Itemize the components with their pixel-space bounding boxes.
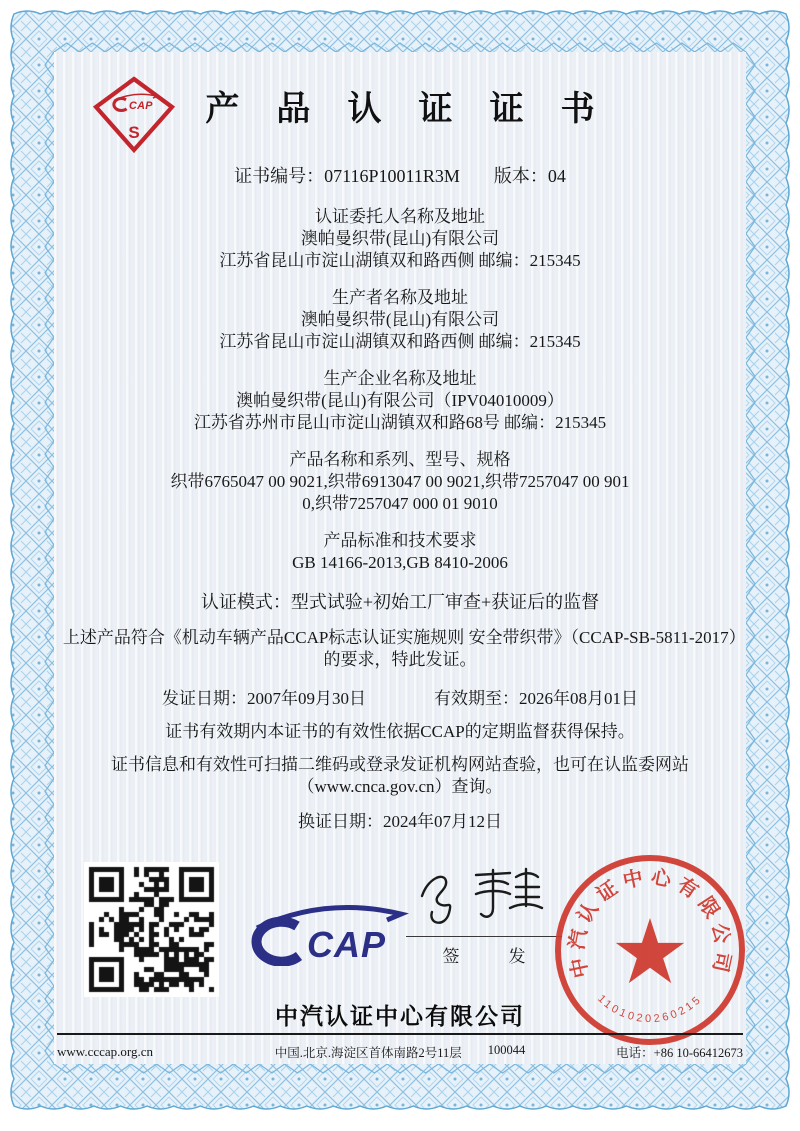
footer-postcode: 100044 (487, 1043, 526, 1057)
page-title: 产 品 认 证 证 书 (205, 91, 609, 128)
footer-website: www.cccap.org.cn (57, 1044, 154, 1059)
ccap-logo (231, 892, 411, 966)
signature (406, 860, 566, 938)
section-heading: 生产者名称及地址 (332, 288, 468, 307)
section-heading: 生产企业名称及地址 (323, 369, 477, 388)
standard-codes: GB 14166-2013,GB 8410-2006 (292, 553, 508, 572)
conformity-statement: 上述产品符合《机动车辆产品CCAP标志认证实施规则 安全带织带》（CCAP-SB-5811-2017）的要求，特此发证。 (62, 628, 738, 669)
section-heading: 产品名称和系列、型号、规格 (289, 450, 511, 469)
applicant-address: 江苏省昆山市淀山湖镇双和路西侧 邮编：215345 (219, 251, 581, 270)
verification-note: 证书信息和有效性可扫描二维码或登录发证机构网站查验，也可在认监委网站（www.cnca.gov.cn）查询。 (111, 755, 689, 796)
certificate-number-row (0, 164, 800, 188)
producer-address: 江苏省昆山市淀山湖镇双和路西侧 邮编：215345 (219, 332, 581, 351)
footer-address: 中国.北京.海淀区首体南路2号11层 (274, 1046, 462, 1060)
producer-section (0, 287, 800, 353)
sign-label: 签 发 (442, 947, 542, 966)
signature-line (406, 936, 562, 937)
seal-star-icon (616, 918, 684, 983)
standard-section (0, 530, 800, 574)
applicant-section (0, 206, 800, 272)
footer (57, 1043, 743, 1061)
certification-mode: 认证模式：型式试验+初始工厂审查+获证后的监督 (200, 592, 600, 612)
footer-address-group (227, 1043, 573, 1061)
applicant-name: 澳帕曼织带(昆山)有限公司 (300, 229, 500, 248)
product-section (0, 449, 800, 515)
cert-number: 证书编号：07116P10011R3M (234, 166, 460, 186)
validity-note: 证书有效期内本证书的有效性依据CCAP的定期监督获得保持。 (165, 722, 635, 741)
factory-name: 澳帕曼织带(昆山)有限公司（IPV04010009） (236, 391, 564, 410)
issue-date: 发证日期：2007年09月30日 (162, 689, 366, 708)
renewal-date: 换证日期：2024年07月12日 (298, 812, 502, 831)
seal-number: 1101020260215 (595, 992, 705, 1026)
seal-ring-text: 中汽认证中心有限公司 (566, 866, 734, 980)
factory-address: 江苏省苏州市昆山市淀山湖镇双和路68号 邮编：215345 (193, 413, 607, 432)
product-models: 织带6765047 00 9021,织带6913047 00 9021,织带7257047 00 9010,织带7257047 000 01 9010 (170, 472, 630, 513)
qr-code (84, 862, 219, 997)
section-heading: 认证委托人名称及地址 (315, 207, 485, 226)
footer-divider (57, 1033, 743, 1035)
issuer-name: 中汽认证中心有限公司 (275, 1003, 525, 1029)
ccap-s-badge-logo (92, 76, 176, 154)
dates-row (0, 688, 800, 710)
footer-phone: 电话：+86 10-66412673 (616, 1046, 743, 1060)
section-heading: 产品标准和技术要求 (323, 531, 477, 550)
cert-version: 版本：04 (493, 166, 566, 186)
producer-name: 澳帕曼织带(昆山)有限公司 (300, 310, 500, 329)
badge-s-letter: S (128, 123, 140, 142)
factory-section (0, 368, 800, 434)
expiry-date: 有效期至：2026年08月01日 (434, 689, 638, 708)
